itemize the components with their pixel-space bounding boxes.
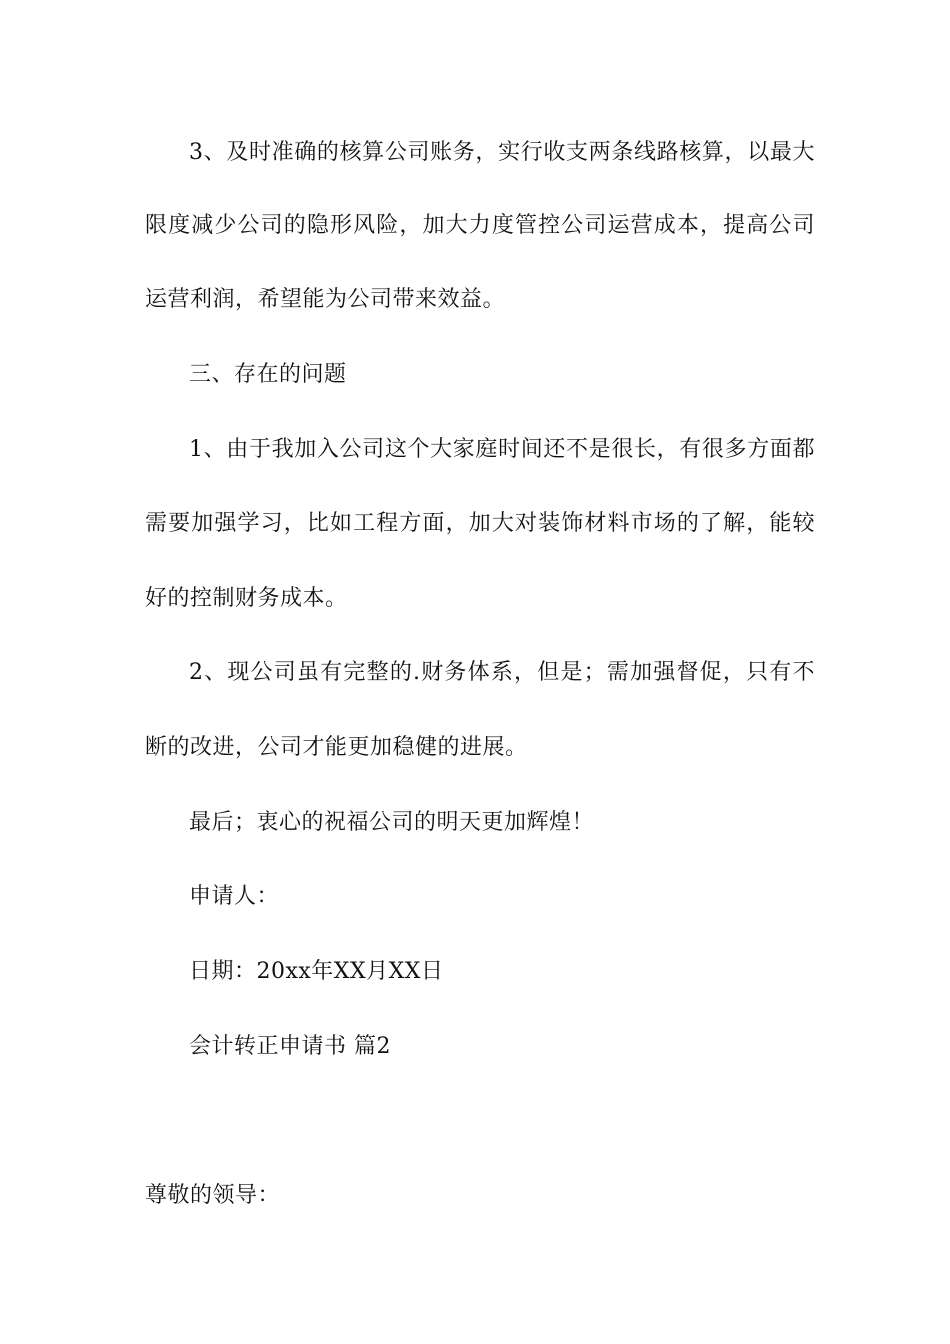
date-line: 日期：20xx年XX月XX日 bbox=[189, 959, 444, 984]
problem-1-line-3: 好的控制财务成本。 bbox=[145, 586, 348, 611]
problem-2-line-2: 断的改进，公司才能更加稳健的进展。 bbox=[145, 735, 528, 760]
section-heading-problems: 三、存在的问题 bbox=[189, 362, 347, 387]
document-section-title: 会计转正申请书 篇2 bbox=[189, 1034, 391, 1059]
salutation: 尊敬的领导： bbox=[145, 1183, 281, 1208]
applicant-label: 申请人： bbox=[189, 884, 280, 909]
problem-2-line-1: 2、现公司虽有完整的.财务体系，但是；需加强督促，只有不 bbox=[189, 660, 815, 685]
problem-1-line-1: 1、由于我加入公司这个大家庭时间还不是很长，有很多方面都 bbox=[189, 437, 815, 462]
problem-1-line-2: 需要加强学习，比如工程方面，加大对装饰材料市场的了解，能较 bbox=[145, 511, 815, 536]
closing-wish: 最后；衷心的祝福公司的明天更加辉煌！ bbox=[189, 810, 595, 835]
paragraph-3-line-1: 3、及时准确的核算公司账务，实行收支两条线路核算，以最大 bbox=[189, 140, 815, 165]
paragraph-3-line-3: 运营利润，希望能为公司带来效益。 bbox=[145, 287, 506, 312]
paragraph-3-line-2: 限度减少公司的隐形风险，加大力度管控公司运营成本，提高公司 bbox=[145, 213, 815, 238]
